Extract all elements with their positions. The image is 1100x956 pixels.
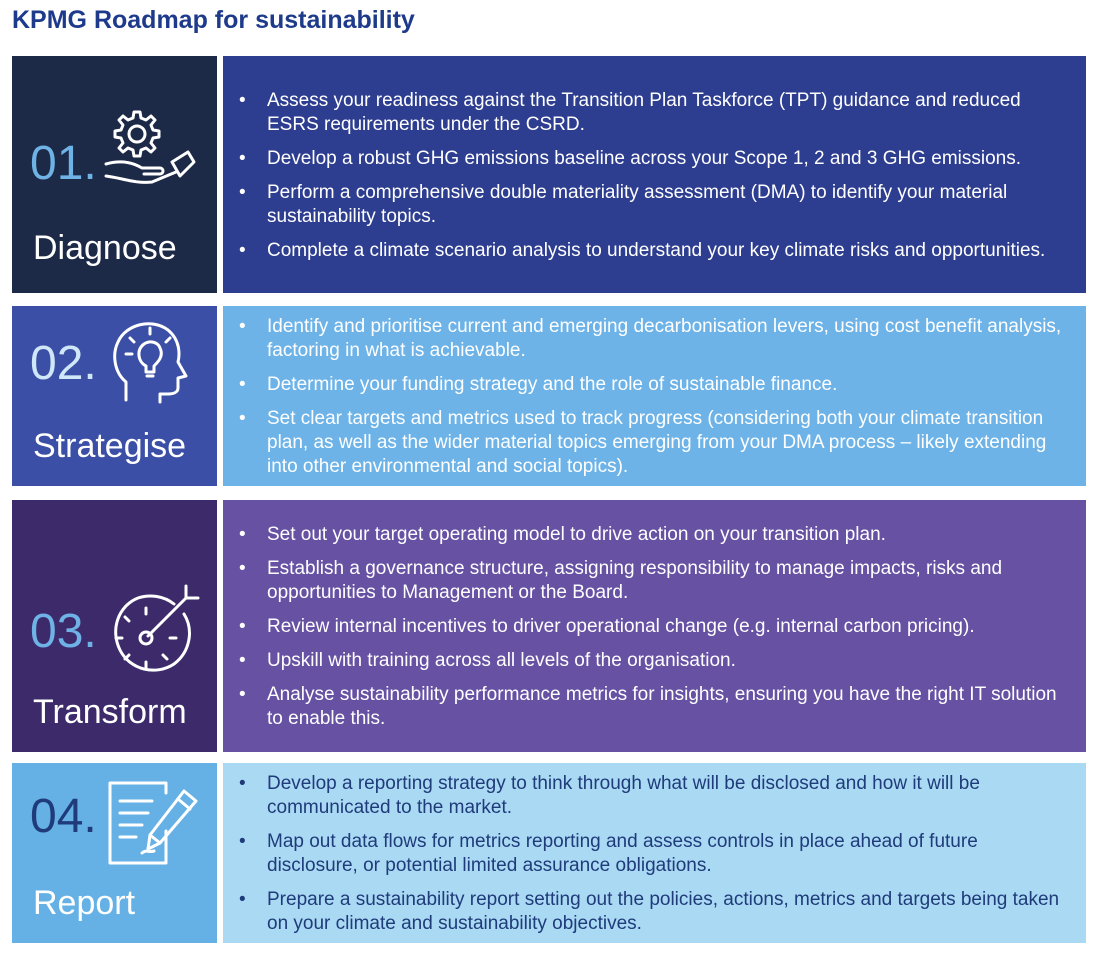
list-item: • Map out data flows for metrics reporting and assess controls in place ahead of future disclosure, or potential limited assurance obligations. [223, 830, 1086, 878]
list-item: • Prepare a sustainability report setting out the policies, actions, metrics and targets being taken on your climate and sustainability objectives. [223, 888, 1086, 936]
step-label-panel [12, 56, 217, 293]
step-transform [12, 500, 1086, 752]
step-number: 02. [30, 337, 97, 390]
list-item: • Assess your readiness against the Transition Plan Taskforce (TPT) guidance and reduced ESRS requirements under the CSRD. [223, 89, 1086, 137]
step-strategise [12, 306, 1086, 486]
list-item: • Establish a governance structure, assigning responsibility to manage impacts, risks and opportunities to Management or the Board. [223, 557, 1086, 605]
list-item: • Review internal incentives to driver operational change (e.g. internal carbon pricing). [223, 615, 1086, 639]
list-item: • Upskill with training across all levels of the organisation. [223, 649, 1086, 673]
head-lightbulb-icon [108, 314, 192, 406]
step-stage-label: Transform [33, 693, 187, 731]
step-report [12, 763, 1086, 943]
step-stage-label: Strategise [33, 427, 187, 465]
step-bullets-panel [223, 500, 1086, 752]
step-number: 01. [30, 137, 97, 190]
list-item: • Develop a robust GHG emissions baseline across your Scope 1, 2 and 3 GHG emissions. [223, 147, 1086, 171]
list-item: • Identify and prioritise current and emerging decarbonisation levers, using cost benefit analysis, factoring in what is achievable. [223, 315, 1086, 363]
step-stage-label: Report [33, 884, 136, 922]
list-item: • Determine your funding strategy and the role of sustainable finance. [223, 373, 1086, 397]
step-number: 03. [30, 605, 97, 658]
step-bullets-panel [223, 56, 1086, 293]
bullet-list [223, 770, 1086, 936]
dial-gauge-icon [104, 582, 200, 678]
step-label-panel [12, 500, 217, 752]
list-item: • Set clear targets and metrics used to track progress (considering both your climate transition plan, as well as the wider material topics emerging from your DMA process – likely extending into other environmental and social topics). [223, 407, 1086, 479]
bullet-list [223, 87, 1086, 263]
document-pen-icon [106, 779, 202, 869]
step-diagnose [12, 56, 1086, 293]
list-item: • Set out your target operating model to drive action on your transition plan. [223, 523, 1086, 547]
step-bullets-panel [223, 763, 1086, 943]
list-item: • Develop a reporting strategy to think through what will be disclosed and how it will be communicated to the market. [223, 772, 1086, 820]
step-bullets-panel [223, 306, 1086, 486]
step-label-panel [12, 306, 217, 486]
list-item: • Perform a comprehensive double materiality assessment (DMA) to identify your material sustainability topics. [223, 181, 1086, 229]
gear-hand-icon [100, 104, 200, 190]
step-stage-label: Diagnose [33, 229, 177, 267]
step-label-panel [12, 763, 217, 943]
list-item: • Complete a climate scenario analysis to understand your key climate risks and opportunities. [223, 239, 1086, 263]
list-item: • Analyse sustainability performance metrics for insights, ensuring you have the right IT solution to enable this. [223, 683, 1086, 731]
bullet-list [223, 521, 1086, 731]
step-number: 04. [30, 790, 97, 843]
page-title: KPMG Roadmap for sustainability [12, 6, 415, 34]
bullet-list [223, 313, 1086, 479]
